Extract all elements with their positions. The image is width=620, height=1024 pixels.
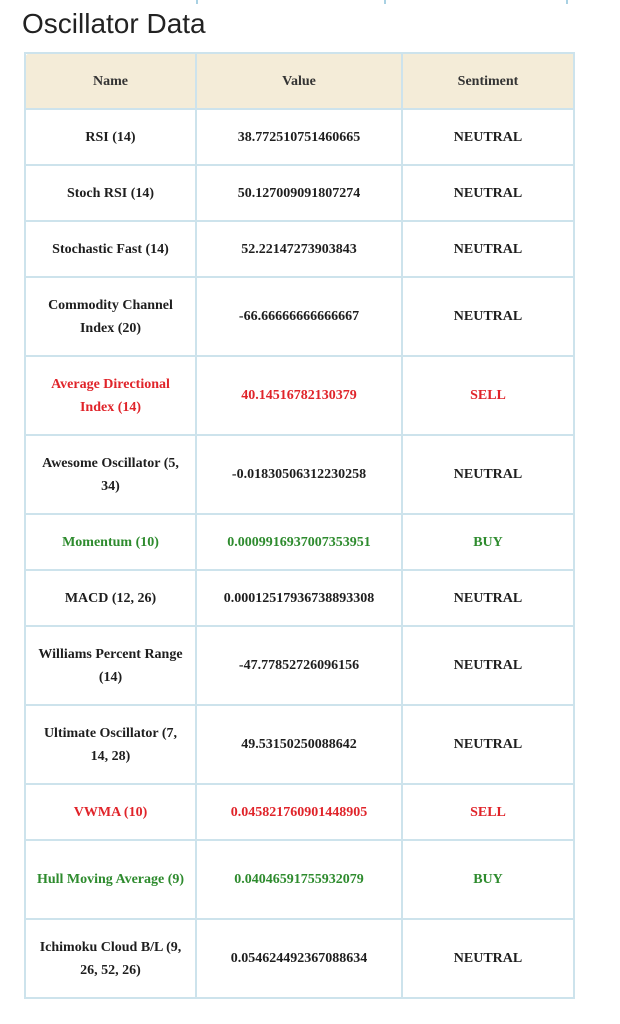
table-row (25, 165, 574, 221)
oscillator-name: Hull Moving Average (9) (25, 840, 196, 919)
table-row (25, 570, 574, 626)
column-header-name[interactable]: Name (25, 53, 196, 109)
page-title: Oscillator Data (22, 8, 206, 39)
sentiment-label: NEUTRAL (402, 626, 574, 705)
oscillator-value: 0.0009916937007353951 (196, 514, 402, 570)
column-header-value[interactable]: Value (196, 53, 402, 109)
oscillator-name: Commodity Channel Index (20) (25, 277, 196, 356)
table-row (25, 626, 574, 705)
oscillator-value: 52.22147273903843 (196, 221, 402, 277)
oscillator-value: 50.127009091807274 (196, 165, 402, 221)
column-divider-tick (384, 0, 386, 4)
sentiment-label: NEUTRAL (402, 705, 574, 784)
oscillator-value: -66.66666666666667 (196, 277, 402, 356)
oscillator-value: 0.045821760901448905 (196, 784, 402, 840)
oscillator-value: -47.77852726096156 (196, 626, 402, 705)
oscillator-value: -0.01830506312230258 (196, 435, 402, 514)
sentiment-label: NEUTRAL (402, 109, 574, 165)
oscillator-name: Stochastic Fast (14) (25, 221, 196, 277)
table-row (25, 277, 574, 356)
table-row (25, 109, 574, 165)
sentiment-label: NEUTRAL (402, 221, 574, 277)
oscillator-name: Momentum (10) (25, 514, 196, 570)
oscillator-name: VWMA (10) (25, 784, 196, 840)
sentiment-label: NEUTRAL (402, 165, 574, 221)
oscillator-name: Williams Percent Range (14) (25, 626, 196, 705)
table-row (25, 784, 574, 840)
oscillator-name: Stoch RSI (14) (25, 165, 196, 221)
oscillator-value: 49.53150250088642 (196, 705, 402, 784)
oscillator-name: RSI (14) (25, 109, 196, 165)
oscillator-value: 38.772510751460665 (196, 109, 402, 165)
oscillator-name: MACD (12, 26) (25, 570, 196, 626)
sentiment-label: NEUTRAL (402, 277, 574, 356)
sentiment-label: SELL (402, 784, 574, 840)
oscillator-name: Awesome Oscillator (5, 34) (25, 435, 196, 514)
column-divider-tick (196, 0, 198, 4)
top-scroll-edge (0, 0, 620, 4)
oscillator-value: 40.14516782130379 (196, 356, 402, 435)
column-divider-tick (566, 0, 568, 4)
sentiment-label: BUY (402, 514, 574, 570)
sentiment-label: NEUTRAL (402, 570, 574, 626)
oscillator-value: 0.054624492367088634 (196, 919, 402, 998)
table-row (25, 514, 574, 570)
oscillator-table (24, 52, 575, 999)
sentiment-label: SELL (402, 356, 574, 435)
oscillator-name: Ichimoku Cloud B/L (9, 26, 52, 26) (25, 919, 196, 998)
table-row (25, 221, 574, 277)
sentiment-label: NEUTRAL (402, 919, 574, 998)
column-header-sentiment[interactable]: Sentiment (402, 53, 574, 109)
oscillator-value: 0.00012517936738893308 (196, 570, 402, 626)
table-header-row (25, 53, 574, 109)
sentiment-label: BUY (402, 840, 574, 919)
table-row (25, 435, 574, 514)
table-row (25, 705, 574, 784)
oscillator-name: Average Directional Index (14) (25, 356, 196, 435)
table-row (25, 840, 574, 919)
oscillator-value: 0.04046591755932079 (196, 840, 402, 919)
table-row (25, 919, 574, 998)
table-row (25, 356, 574, 435)
sentiment-label: NEUTRAL (402, 435, 574, 514)
oscillator-name: Ultimate Oscillator (7, 14, 28) (25, 705, 196, 784)
